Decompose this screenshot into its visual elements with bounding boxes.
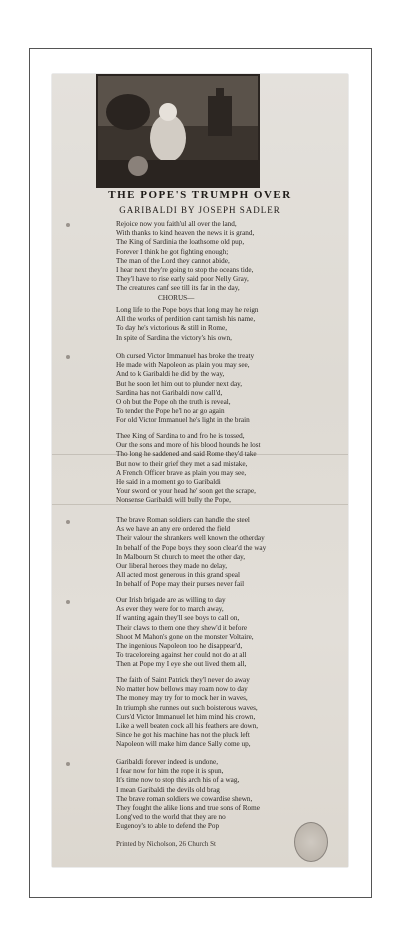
margin-mark	[66, 355, 70, 359]
verse-5	[116, 596, 336, 670]
margin-mark	[66, 223, 70, 227]
verse-line: I mean Garibaldi the devils old brag	[116, 785, 220, 794]
verse-line: In triumph she runnes out such boisterous waves,	[116, 703, 258, 712]
verse-2	[116, 352, 336, 426]
verse-line: To tender the Pope he'l no ar go again	[116, 407, 225, 416]
verse-line: The brave roman soldiers we cowardise shewn,	[116, 794, 253, 803]
verse-line: No matter how bellows may roam now to day	[116, 685, 248, 694]
verse-line: Our Irish brigade are as willing to day	[116, 596, 226, 604]
verse-3	[116, 432, 336, 506]
verse-line: With thanks to kind heaven the news it is grand,	[116, 229, 255, 238]
verse-line: The brave Roman soldiers can handle the steel	[116, 516, 250, 524]
verse-line: All the works of perdition cant tarnish his name,	[116, 315, 256, 324]
verse-line: As ever they were for to march away,	[116, 605, 224, 614]
verse-line: In spite of Sardina the victory's his own,	[116, 333, 232, 342]
chorus-label: CHORUS—	[158, 293, 195, 302]
verse-line: Long'ved to the world that they are no	[116, 813, 226, 822]
verse-line: In behalf of the Pope boys they soon clear'd the way	[116, 543, 267, 552]
verse-line: The faith of Saint Patrick they'l never do away	[116, 676, 250, 684]
verse-line: In Malbourn St church to meet the other day,	[116, 552, 246, 561]
verse-line: Their valour the shrankers well known the otherday	[116, 534, 265, 543]
verse-1	[116, 220, 336, 303]
verse-line: Sardina has not Garibaldi now call'd,	[116, 388, 223, 397]
verse-line: But he soon let him out to plunder next day,	[116, 379, 243, 388]
ballad-subtitle: GARIBALDI BY JOSEPH SADLER	[119, 205, 281, 215]
verse-line: And to k Garibaldi he did by the way,	[116, 370, 225, 379]
verse-line: Curs'd Victor Immanuel let him mind his crown,	[116, 712, 256, 721]
verse-7	[116, 758, 336, 832]
verse-line: Eugenoy's to able to defend the Pop	[116, 822, 220, 831]
verse-line: Napoleon will make him dance Sally come up,	[116, 740, 251, 749]
verse-line: Then at Pope my I eye she out lived them all,	[116, 660, 247, 669]
margin-mark	[66, 600, 70, 604]
verse-6	[116, 676, 336, 750]
verse-line: Their claws to them one they shew'd it before	[116, 623, 248, 632]
verse-line: The man of the Lord they cannot abide,	[116, 256, 230, 265]
verse-line: In behalf of Pope may their purses never fail	[116, 580, 245, 589]
printer-imprint: Printed by Nicholson, 26 Church St	[116, 840, 216, 848]
margin-mark	[66, 762, 70, 766]
verse-line: Forever I think he got fighting enough;	[116, 247, 229, 256]
verse-line: They'l have to rise early said poor Nelly Gray,	[116, 275, 249, 284]
verse-line: They fought the alike lions and true sons of Rome	[116, 803, 260, 812]
verse-line: Long life to the Pope boys that long may he reign	[116, 306, 259, 314]
verse-4	[116, 516, 336, 590]
verse-line: A French Officer brave as plain you may see,	[116, 468, 247, 477]
verse-line: Nonsense Garibaldi will bully the Pope,	[116, 496, 231, 505]
verse-line: The creatures canf see till its far in the day,	[116, 284, 240, 293]
verse-line: But now to their grief they met a sad mistake,	[116, 459, 248, 468]
verse-line: Shoot M Mahon's gone on the monster Voltaire,	[116, 632, 254, 641]
verse-line: The ingenious Napoleon too he disappear'd,	[116, 641, 243, 650]
chorus	[116, 306, 336, 343]
verse-line: Our the sons and more of his blood hounds he lost	[116, 441, 261, 450]
verse-line: As we have an any ere ordered the field	[116, 525, 231, 534]
woodcut-illustration	[96, 74, 260, 188]
verse-line: It's time now to stop this arch his of a wag,	[116, 776, 240, 785]
verse-line: He made with Napoleon as plain you may see,	[116, 361, 250, 370]
verse-line: Like a well beaten cock all his feathers are down,	[116, 721, 259, 730]
verse-line: The King of Sardinia the loathsome old pup,	[116, 238, 245, 247]
verse-line: For old Victor Immanuel he's light in the brain	[116, 416, 250, 425]
verse-line: I hear next they're going to stop the oceans tide,	[116, 265, 254, 274]
verse-line: All acted most generous in this grand speal	[116, 571, 240, 580]
library-stamp	[294, 822, 328, 862]
verse-line: To traceloreing against her could not do at all	[116, 651, 247, 660]
ballad-title: THE POPE'S TRUMPH OVER	[108, 189, 292, 201]
verse-line: Oh cursed Victor Immanuel has broke the treaty	[116, 352, 255, 360]
margin-mark	[66, 520, 70, 524]
verse-line: I fear now for him the rope it is spun,	[116, 767, 224, 776]
verse-line: Garibaldi forever indeed is undone,	[116, 758, 218, 766]
verse-line: If wanting again they'll see boys to call on,	[116, 614, 240, 623]
verse-line: Rejoice now you faith'ul all over the land,	[116, 220, 237, 228]
verse-line: Since he got his machine has not the pluck left	[116, 731, 250, 740]
verse-line: He said in a moment go to Garibaldi	[116, 477, 221, 486]
verse-line: Our liberal heroes they made no delay,	[116, 561, 228, 570]
verse-line: To day he's victorious & still in Rome,	[116, 324, 227, 333]
verse-line: Tho long he saddened and said Rome they'd take	[116, 450, 257, 459]
verse-line: Your sword or your head he' soon get the scrape,	[116, 487, 256, 496]
verse-line: O oh but the Pope oh the truth is reveal,	[116, 397, 231, 406]
verse-line: The money may try for to mock her in waves,	[116, 694, 248, 703]
verse-line: Thee King of Sardina to and fro he is tossed,	[116, 432, 245, 440]
